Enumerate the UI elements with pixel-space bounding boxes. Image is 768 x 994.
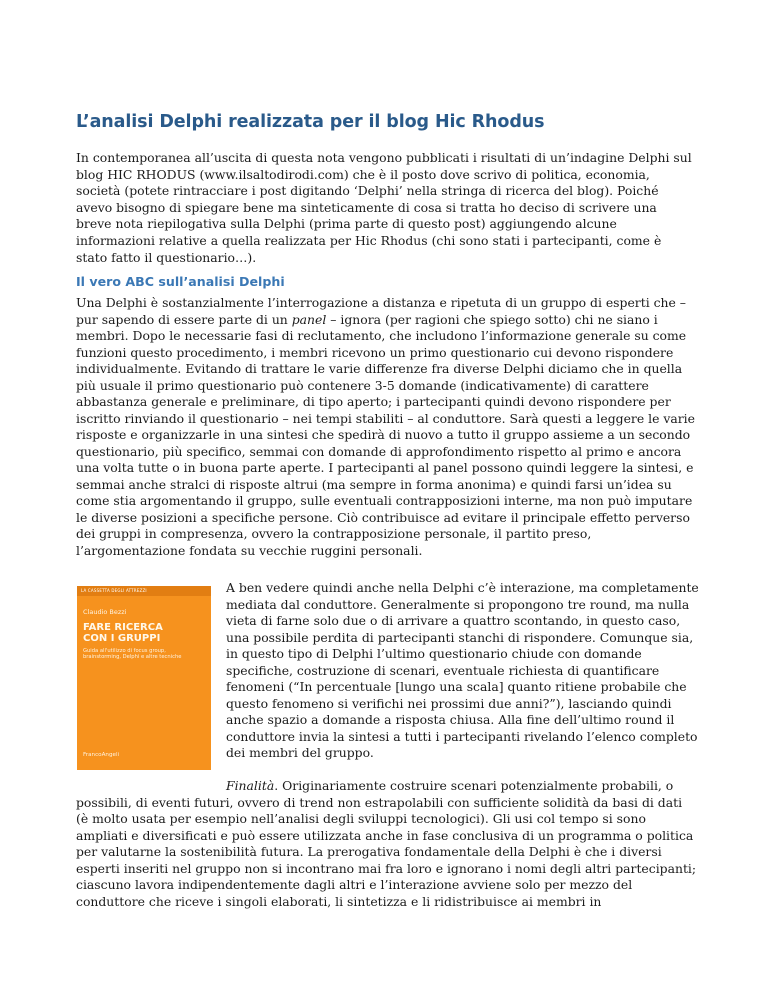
- book-title-line-2: CON I GRUPPI: [83, 633, 161, 644]
- body-paragraph-3: [76, 778, 698, 910]
- para1-text-b: – ignora (per ragioni che spiego sotto) chi ne siano i membri. Dopo le necessarie fasi di reclutamento, che includono l’informazione generale su come funzioni questo procedimento, i membri ricevono un primo questionario cui devono rispondere individualmente. Evitando di trattare le varie differenze fra diverse Delphi diciamo che in quella più usuale il primo questionario può contenere 3-5 domande (indicativamente) di carattere abbastanza generale e preliminare, di tipo aperto; i partecipanti quindi devono rispondere per iscritto rinviando il questionario – nei tempi stabiliti – al conduttore. Sarà questi a leggere le varie risposte e organizzarle in una sintesi che spedirà di nuovo a tutto il gruppo assieme a un secondo questionario, più specifico, semmai con domande di approfondimento rispetto al primo e ancora una volta tutte o in buona parte aperte. I partecipanti al panel possono quindi leggere la sintesi, e semmai anche stralci di risposte altrui (ma sempre in forma anonima) e quindi farsi un’idea su come stia argomentando il gruppo, sulle eventuali contrapposizioni interne, ma non può imputare le diverse posizioni a specifiche persone. Ciò contribuisce ad evitare il principale effetto perverso dei gruppi in compresenza, ovvero la contrapposizione personale, il partito preso, l’argomentazione fondata su vecchie ruggini personali.: [76, 311, 695, 558]
- para1-text-a: Una Delphi è sostanzialmente l’interrogazione a distanza e ripetuta di un gruppo di esperti che – pur sapendo di essere parte di un: [76, 295, 686, 327]
- body-paragraph-2: A ben vedere quindi anche nella Delphi c’è interazione, ma completamente mediata dal conduttore. Generalmente si propongono tre round, ma nulla vieta di farne solo due o di arrivare a quattro scontando, in questo caso, una possibile perdita di partecipanti stanchi di rispondere. Comunque sia, in questo tipo di Delphi l’ultimo questionario chiude con domande specifiche, costruzione di scenari, eventuale richiesta di quantificare fenomeni (“In percentuale [lungo una scala] quanto ritiene probabile che questo fenomeno si verifichi nei prossimi due anni?”), lasciando quindi anche spazio a domande a risposta chiusa. Alla fine dell’ultimo round il conduttore invia la sintesi a tutti i partecipanti rivelando l’elenco completo dei membri del gruppo.: [226, 580, 699, 760]
- book-series-label: LA CASSETTA DEGLI ATTREZZI: [77, 586, 211, 596]
- book-title-line-1: FARE RICERCA: [83, 622, 163, 633]
- book-cover-image: [77, 586, 211, 770]
- page-title: L’analisi Delphi realizzata per il blog Hic Rhodus: [76, 112, 545, 132]
- finalita-text: . Originariamente costruire scenari potenzialmente probabili, o possibili, di eventi futuri, ovvero di trend non estrapolabili con sufficiente solidità da basi di dati (è molto usata per esempio nell’analisi degli sviluppi tecnologici). Gli usi col tempo si sono ampliati e diversificati e può essere utilizzata anche in fase conclusiva di un programma o politica per valutarne la sostenibilità futura. La prerogativa fondamentale della Delphi è che i diversi esperti inseriti nel gruppo non si incontrano mai fra loro e ignorano i nomi degli altri partecipanti; ciascuno lavora indipendentemente dagli altri e l’interazione avviene solo per mezzo del conduttore che riceve i singoli elaborati, li sintetizza e li ridistribuisce ai membri in: [76, 778, 697, 909]
- finalita-label: Finalità: [226, 778, 275, 793]
- intro-paragraph: In contemporanea all’uscita di questa nota vengono pubblicati i risultati di un’indagine Delphi sul blog HIC RHODUS (www.ilsaltodirodi.com) che è il posto dove scrivo di politica, economia, società (potete rintracciare i post digitando ‘Delphi’ nella stringa di ricerca del blog). Poiché avevo bisogno di spiegare bene ma sinteticamente di cosa si tratta ho deciso di scrivere una breve nota riepilogativa sulla Delphi (prima parte di questo post) aggiungendo alcune informazioni relative a quella realizzata per Hic Rhodus (chi sono stati i partecipanti, come è stato fatto il questionario…).: [76, 150, 692, 265]
- section-heading: Il vero ABC sull’analisi Delphi: [76, 274, 285, 289]
- book-title: [83, 622, 203, 644]
- book-author: Claudio Bezzi: [83, 608, 127, 616]
- book-publisher: FrancoAngeli: [83, 752, 120, 758]
- body-paragraph-1: [76, 295, 698, 559]
- book-subtitle: Guida all'utilizzo di focus group, brainstorming, Delphi e altre tecniche: [83, 648, 182, 661]
- para1-emphasis: panel: [291, 311, 327, 327]
